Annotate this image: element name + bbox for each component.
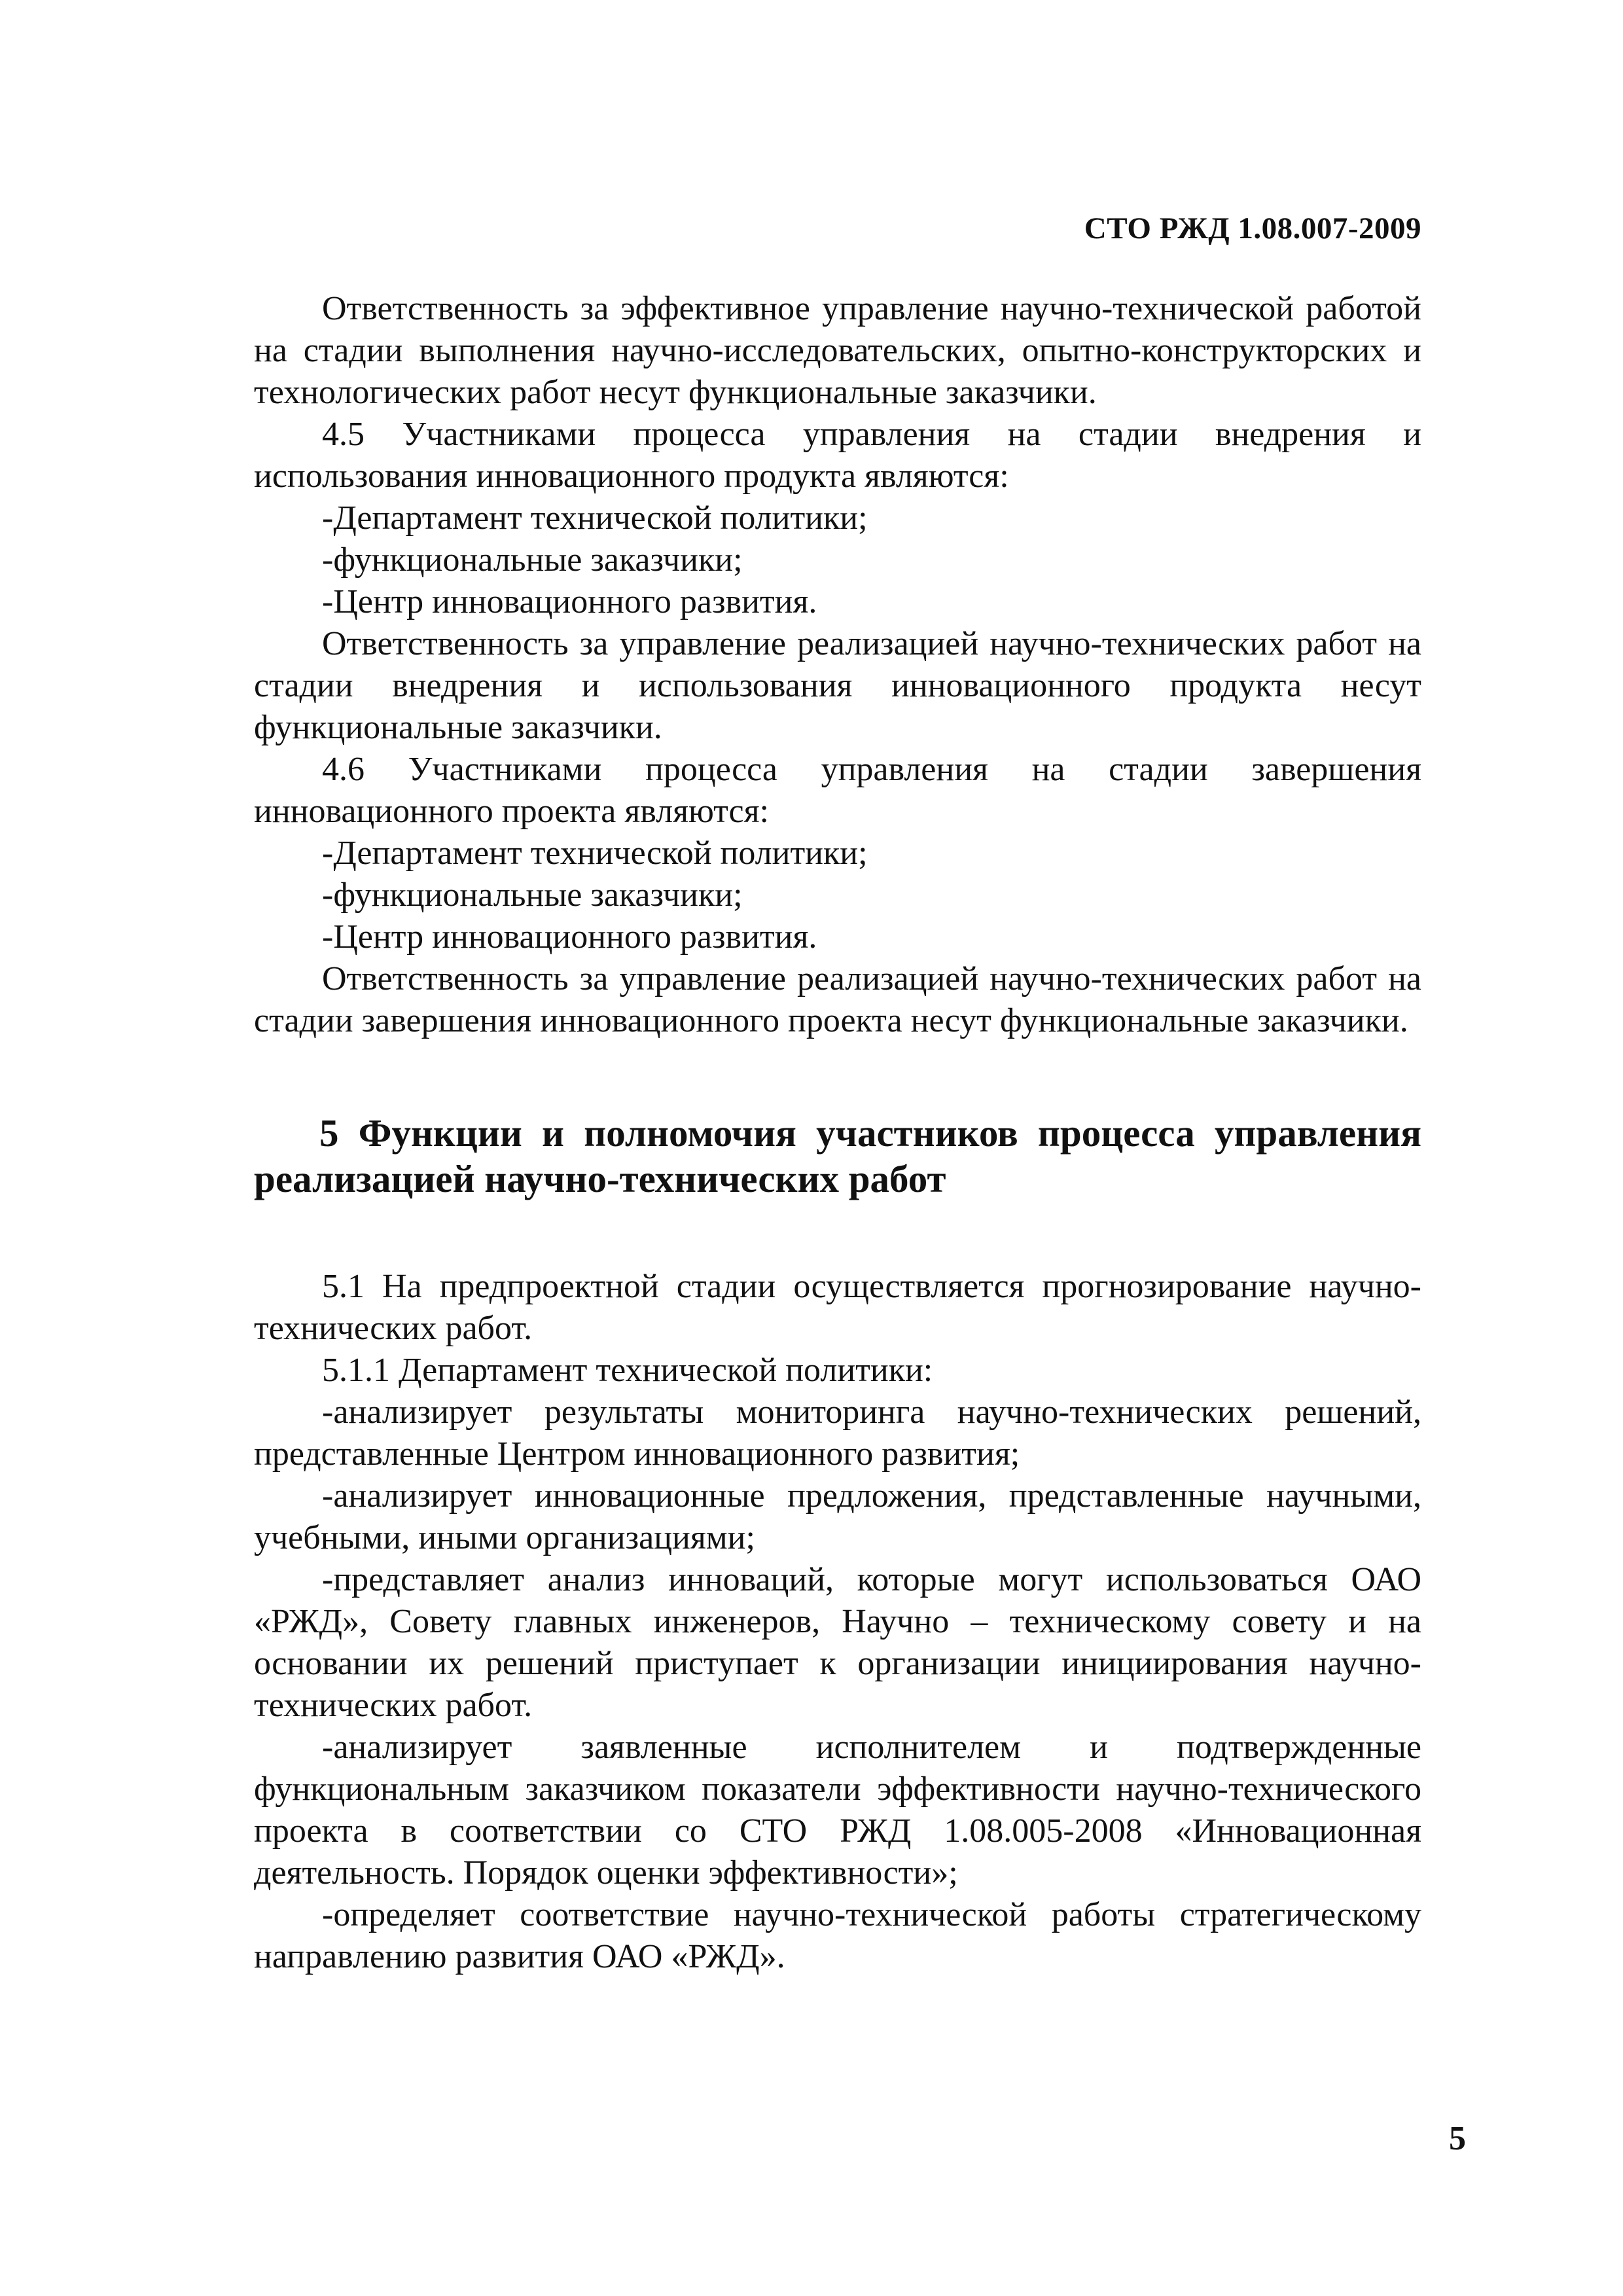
list-item: -Департамент технической политики;: [322, 834, 868, 872]
function-item: -анализирует результаты мониторинга научно-технических решений, представленные Центром инновационного развития;: [254, 1393, 1421, 1473]
list-item: -функциональные заказчики;: [322, 541, 743, 579]
document-code: СТО РЖД 1.08.007-2009: [1084, 211, 1421, 245]
page-number: 5: [1449, 2120, 1466, 2157]
paragraph-responsibility-completion: Ответственность за управление реализацией научно-технических работ на стадии завершения инновационного проекта несут функциональные заказчики.: [254, 960, 1421, 1039]
function-item: -определяет соответствие научно-технической работы стратегическому направлению развития ОАО «РЖД».: [254, 1896, 1421, 1975]
paragraph-responsibility-implementation: Ответственность за управление реализацией научно-технических работ на стадии внедрения и использования инновационного продукта несут функциональные заказчики.: [254, 625, 1421, 746]
paragraph-5-1-1: 5.1.1 Департамент технической политики:: [322, 1352, 933, 1389]
list-item: -Департамент технической политики;: [322, 499, 868, 537]
document-body: [254, 288, 1421, 1978]
list-item: -Центр инновационного развития.: [322, 918, 817, 956]
function-item: -анализирует инновационные предложения, представленные научными, учебными, иными организациями;: [254, 1477, 1421, 1556]
list-item: -Центр инновационного развития.: [322, 583, 817, 620]
paragraph-4-5: 4.5 Участниками процесса управления на стадии внедрения и использования инновационного продукта являются:: [254, 416, 1421, 495]
list-item: -функциональные заказчики;: [322, 876, 743, 914]
paragraph-responsibility-execution: Ответственность за эффективное управление научно-технической работой на стадии выполнения научно-исследовательских, опытно-конструкторских и технологических работ несут функциональные заказчики.: [254, 290, 1421, 411]
paragraph-5-1: 5.1 На предпроектной стадии осуществляется прогнозирование научно-технических работ.: [254, 1268, 1421, 1347]
section-5-heading: 5 Функции и полномочия участников процесса управления реализацией научно-технических работ: [254, 1111, 1421, 1200]
function-item: -представляет анализ инноваций, которые могут использоваться ОАО «РЖД», Совету главных инженеров, Научно – техническому совету и на основании их решений приступает к организации инициирования научно-технических работ.: [254, 1561, 1421, 1724]
paragraph-4-6: 4.6 Участниками процесса управления на стадии завершения инновационного проекта являются:: [254, 751, 1421, 830]
function-item: -анализирует заявленные исполнителем и подтвержденные функциональным заказчиком показатели эффективности научно-технического проекта в соответствии со СТО РЖД 1.08.005-2008 «Инновационная деятельность. Порядок оценки эффективности»;: [254, 1729, 1421, 1892]
